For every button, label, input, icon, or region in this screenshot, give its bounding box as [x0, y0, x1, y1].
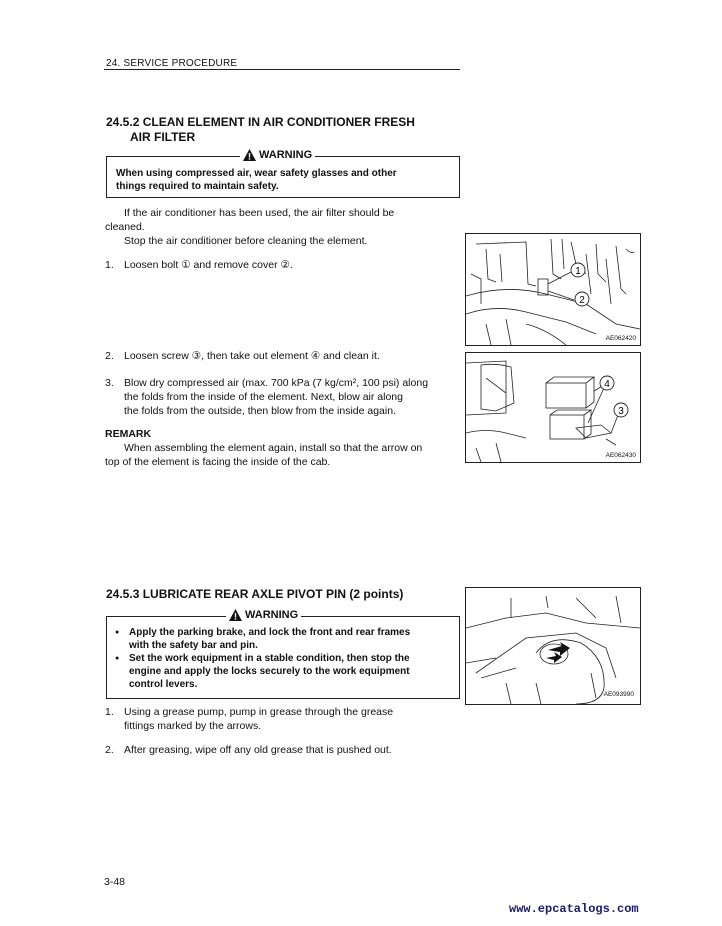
lube-step-1-line-2: fittings marked by the arrows.	[124, 720, 262, 732]
page-number: 3-48	[104, 876, 126, 888]
warning-label-1: WARNING	[259, 149, 313, 161]
figure-1-callout-2: 2	[579, 295, 585, 306]
warning-text-1-line-2: things required to maintain safety.	[116, 181, 279, 192]
figure-2-callout-4: 4	[604, 379, 610, 390]
lube-step-1-text	[124, 705, 460, 733]
figure-3-drawing	[466, 588, 640, 704]
intro-line-3: Stop the air conditioner before cleaning the element.	[124, 235, 368, 247]
intro-line-1: If the air conditioner has been used, the air filter should be	[124, 207, 395, 219]
step-3-line-1: Blow dry compressed air (max. 700 kPa (7 kg/cm², 100 psi) along	[124, 377, 429, 389]
step-1-number: 1.	[105, 259, 114, 271]
figure-3-pivot-pin	[465, 587, 641, 705]
section-title-line-2: AIR FILTER	[130, 130, 196, 144]
figure-2-element-removal	[465, 352, 641, 463]
warning-bullet-1-line-2: with the safety bar and pin.	[129, 640, 258, 651]
lube-step-1-number: 1.	[105, 706, 114, 718]
lube-step-1-line-1: Using a grease pump, pump in grease through the grease	[124, 706, 394, 718]
section-title-lubricate: 24.5.3 LUBRICATE REAR AXLE PIVOT PIN (2 points)	[106, 587, 404, 601]
figure-2-code: AE062430	[605, 452, 636, 459]
warning-text-1	[116, 167, 452, 193]
warning-label-2: WARNING	[245, 609, 299, 621]
step-2-number: 2.	[105, 350, 114, 362]
warning-bullet-2-line-2: engine and apply the locks securely to the work equipment	[129, 666, 410, 677]
warning-heading-1	[240, 149, 315, 161]
warning-triangle-icon	[243, 149, 256, 161]
remark-label: REMARK	[105, 428, 152, 440]
figure-1-cover-removal	[465, 233, 641, 346]
lube-step-2-text: After greasing, wipe off any old grease that is pushed out.	[124, 744, 392, 756]
warning-triangle-icon	[229, 609, 242, 621]
section-title-line-1: 24.5.2 CLEAN ELEMENT IN AIR CONDITIONER FRESH	[106, 115, 415, 129]
warning-text-1-line-1: When using compressed air, wear safety glasses and other	[116, 168, 397, 179]
running-header: 24. SERVICE PROCEDURE	[106, 58, 238, 69]
warning-heading-2	[226, 609, 301, 621]
step-3-number: 3.	[105, 377, 114, 389]
step-3-line-2: the folds from the inside of the element. Next, blow air along	[124, 391, 403, 403]
warning-list-2	[115, 626, 453, 691]
figure-3-code: AE093990	[603, 691, 634, 698]
warning-bullet-1-line-1: ● Apply the parking brake, and lock the front and rear frames	[129, 627, 411, 638]
warning-bullet-1	[115, 626, 453, 652]
step-3-line-3: the folds from the outside, then blow from the inside again.	[124, 405, 396, 417]
warning-bullet-2-line-1: ● Set the work equipment in a stable condition, then stop the	[129, 653, 410, 664]
figure-1-callout-1: 1	[575, 266, 581, 277]
warning-bullet-2	[115, 652, 453, 691]
section-title-clean-element	[106, 115, 415, 145]
remark-line-2: top of the element is facing the inside of the cab.	[105, 456, 331, 468]
step-1-text: Loosen bolt ① and remove cover ②.	[124, 259, 293, 271]
intro-line-2: cleaned.	[105, 221, 145, 233]
figure-2-callout-3: 3	[618, 406, 624, 417]
figure-1-code: AE062420	[605, 335, 636, 342]
warning-bullet-2-line-3: control levers.	[129, 679, 198, 690]
website-link[interactable]: www.epcatalogs.com	[509, 902, 639, 916]
header-divider	[104, 69, 460, 70]
remark-text	[105, 441, 461, 469]
step-2-text: Loosen screw ③, then take out element ④ and clean it.	[124, 350, 380, 362]
step-3-text	[124, 376, 460, 418]
lube-step-2-number: 2.	[105, 744, 114, 756]
intro-paragraph	[105, 206, 461, 248]
figure-1-drawing	[466, 234, 640, 345]
figure-2-drawing	[466, 353, 640, 462]
remark-line-1: When assembling the element again, install so that the arrow on	[124, 442, 423, 454]
